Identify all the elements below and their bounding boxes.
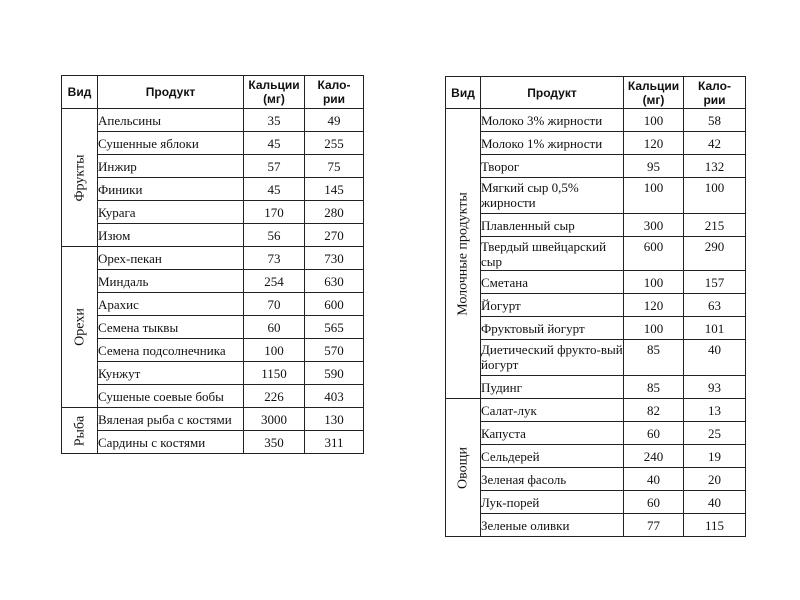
table-row [446, 514, 746, 537]
calcium-value: 85 [624, 340, 684, 376]
category-cell [446, 109, 481, 399]
calcium-table-right [445, 76, 746, 537]
product-name: Сельдерей [481, 445, 624, 468]
calcium-value: 300 [624, 214, 684, 237]
calories-value: 630 [305, 270, 364, 293]
table-row [446, 132, 746, 155]
product-name: Изюм [98, 224, 244, 247]
product-name: Вяленая рыба с костями [98, 408, 244, 431]
calcium-value: 100 [624, 317, 684, 340]
calories-value: 130 [305, 408, 364, 431]
product-name: Молоко 1% жирности [481, 132, 624, 155]
table-row [446, 317, 746, 340]
table-row [62, 431, 364, 454]
calcium-value: 45 [244, 178, 305, 201]
calories-value: 590 [305, 362, 364, 385]
calories-value: 311 [305, 431, 364, 454]
table-row [62, 224, 364, 247]
calcium-value: 170 [244, 201, 305, 224]
calories-value: 145 [305, 178, 364, 201]
table-row [62, 132, 364, 155]
calories-value: 280 [305, 201, 364, 224]
table-row [62, 178, 364, 201]
calories-value: 600 [305, 293, 364, 316]
calcium-value: 70 [244, 293, 305, 316]
category-cell [446, 399, 481, 537]
table-row [62, 270, 364, 293]
category-cell [62, 109, 98, 247]
calcium-value: 226 [244, 385, 305, 408]
product-name: Семена подсолнечника [98, 339, 244, 362]
table-row [62, 316, 364, 339]
table-row [446, 468, 746, 491]
header-calcium: Кальции (мг) [624, 77, 684, 109]
calcium-value: 100 [244, 339, 305, 362]
calcium-value: 77 [624, 514, 684, 537]
header-row [62, 76, 364, 109]
calories-value: 49 [305, 109, 364, 132]
product-name: Салат-лук [481, 399, 624, 422]
header-kind: Вид [446, 77, 481, 109]
table-row [446, 271, 746, 294]
calories-value: 270 [305, 224, 364, 247]
calories-value: 255 [305, 132, 364, 155]
product-name: Курага [98, 201, 244, 224]
calories-value: 40 [684, 491, 746, 514]
calories-value: 565 [305, 316, 364, 339]
calories-value: 570 [305, 339, 364, 362]
table-row [446, 294, 746, 317]
calories-value: 101 [684, 317, 746, 340]
category-label: Овощи [455, 446, 471, 489]
product-name: Капуста [481, 422, 624, 445]
product-name: Пудинг [481, 376, 624, 399]
product-name: Финики [98, 178, 244, 201]
header-product: Продукт [98, 76, 244, 109]
calcium-value: 95 [624, 155, 684, 178]
calcium-value: 254 [244, 270, 305, 293]
calcium-value: 73 [244, 247, 305, 270]
calcium-value: 100 [624, 109, 684, 132]
header-calcium: Кальции (мг) [244, 76, 305, 109]
calcium-value: 57 [244, 155, 305, 178]
calcium-value: 40 [624, 468, 684, 491]
calcium-value: 120 [624, 294, 684, 317]
header-product: Продукт [481, 77, 624, 109]
product-name: Молоко 3% жирности [481, 109, 624, 132]
header-row [446, 77, 746, 109]
calcium-value: 1150 [244, 362, 305, 385]
calcium-value: 120 [624, 132, 684, 155]
calories-value: 58 [684, 109, 746, 132]
table-row [446, 155, 746, 178]
table-row [446, 422, 746, 445]
table-row [62, 408, 364, 431]
table-row [446, 340, 746, 376]
category-label: Фрукты [72, 153, 87, 202]
product-name: Творог [481, 155, 624, 178]
calcium-value: 100 [624, 178, 684, 214]
table-row [446, 445, 746, 468]
calcium-value: 350 [244, 431, 305, 454]
table-row [446, 178, 746, 214]
header-calories: Кало- рии [684, 77, 746, 109]
product-name: Семена тыквы [98, 316, 244, 339]
product-name: Сметана [481, 271, 624, 294]
table-row [62, 362, 364, 385]
calories-value: 115 [684, 514, 746, 537]
category-label: Орехи [72, 308, 87, 346]
table-row [446, 376, 746, 399]
calories-value: 75 [305, 155, 364, 178]
category-label: Молочные продукты [455, 191, 471, 316]
calcium-value: 82 [624, 399, 684, 422]
calories-value: 403 [305, 385, 364, 408]
calories-value: 132 [684, 155, 746, 178]
table-row [62, 155, 364, 178]
product-name: Фруктовый йогурт [481, 317, 624, 340]
calories-value: 25 [684, 422, 746, 445]
header-calories: Кало- рии [305, 76, 364, 109]
table-row [446, 237, 746, 271]
product-name: Кунжут [98, 362, 244, 385]
calories-value: 157 [684, 271, 746, 294]
calcium-value: 60 [624, 491, 684, 514]
calcium-value: 60 [624, 422, 684, 445]
table-row [446, 214, 746, 237]
table-row [62, 109, 364, 132]
table-row [446, 399, 746, 422]
calories-value: 63 [684, 294, 746, 317]
calcium-value: 3000 [244, 408, 305, 431]
calories-value: 730 [305, 247, 364, 270]
product-name: Твердый швейцарский сыр [481, 237, 624, 271]
category-cell [62, 247, 98, 408]
product-name: Зеленые оливки [481, 514, 624, 537]
table-row [62, 201, 364, 224]
product-name: Сушенные яблоки [98, 132, 244, 155]
calories-value: 100 [684, 178, 746, 214]
table-row [62, 293, 364, 316]
table-row [62, 247, 364, 270]
calcium-value: 240 [624, 445, 684, 468]
calories-value: 13 [684, 399, 746, 422]
product-name: Мягкий сыр 0,5% жирности [481, 178, 624, 214]
product-name: Сардины с костями [98, 431, 244, 454]
table-row [446, 109, 746, 132]
calories-value: 40 [684, 340, 746, 376]
product-name: Сушеные соевые бобы [98, 385, 244, 408]
category-cell [62, 408, 98, 454]
calcium-table-left [61, 75, 364, 454]
calcium-value: 600 [624, 237, 684, 271]
calcium-value: 45 [244, 132, 305, 155]
calcium-value: 35 [244, 109, 305, 132]
table-row [446, 491, 746, 514]
category-label: Рыба [72, 415, 87, 446]
product-name: Плавленный сыр [481, 214, 624, 237]
product-name: Апельсины [98, 109, 244, 132]
calories-value: 290 [684, 237, 746, 271]
product-name: Лук-порей [481, 491, 624, 514]
calcium-value: 60 [244, 316, 305, 339]
product-name: Инжир [98, 155, 244, 178]
calcium-value: 100 [624, 271, 684, 294]
product-name: Миндаль [98, 270, 244, 293]
calories-value: 19 [684, 445, 746, 468]
calories-value: 215 [684, 214, 746, 237]
table-row [62, 385, 364, 408]
table-row [62, 339, 364, 362]
product-name: Зеленая фасоль [481, 468, 624, 491]
product-name: Йогурт [481, 294, 624, 317]
calories-value: 20 [684, 468, 746, 491]
calories-value: 93 [684, 376, 746, 399]
calcium-value: 56 [244, 224, 305, 247]
product-name: Арахис [98, 293, 244, 316]
product-name: Диетический фрукто-вый йогурт [481, 340, 624, 376]
header-kind: Вид [62, 76, 98, 109]
calcium-value: 85 [624, 376, 684, 399]
calories-value: 42 [684, 132, 746, 155]
product-name: Орех-пекан [98, 247, 244, 270]
